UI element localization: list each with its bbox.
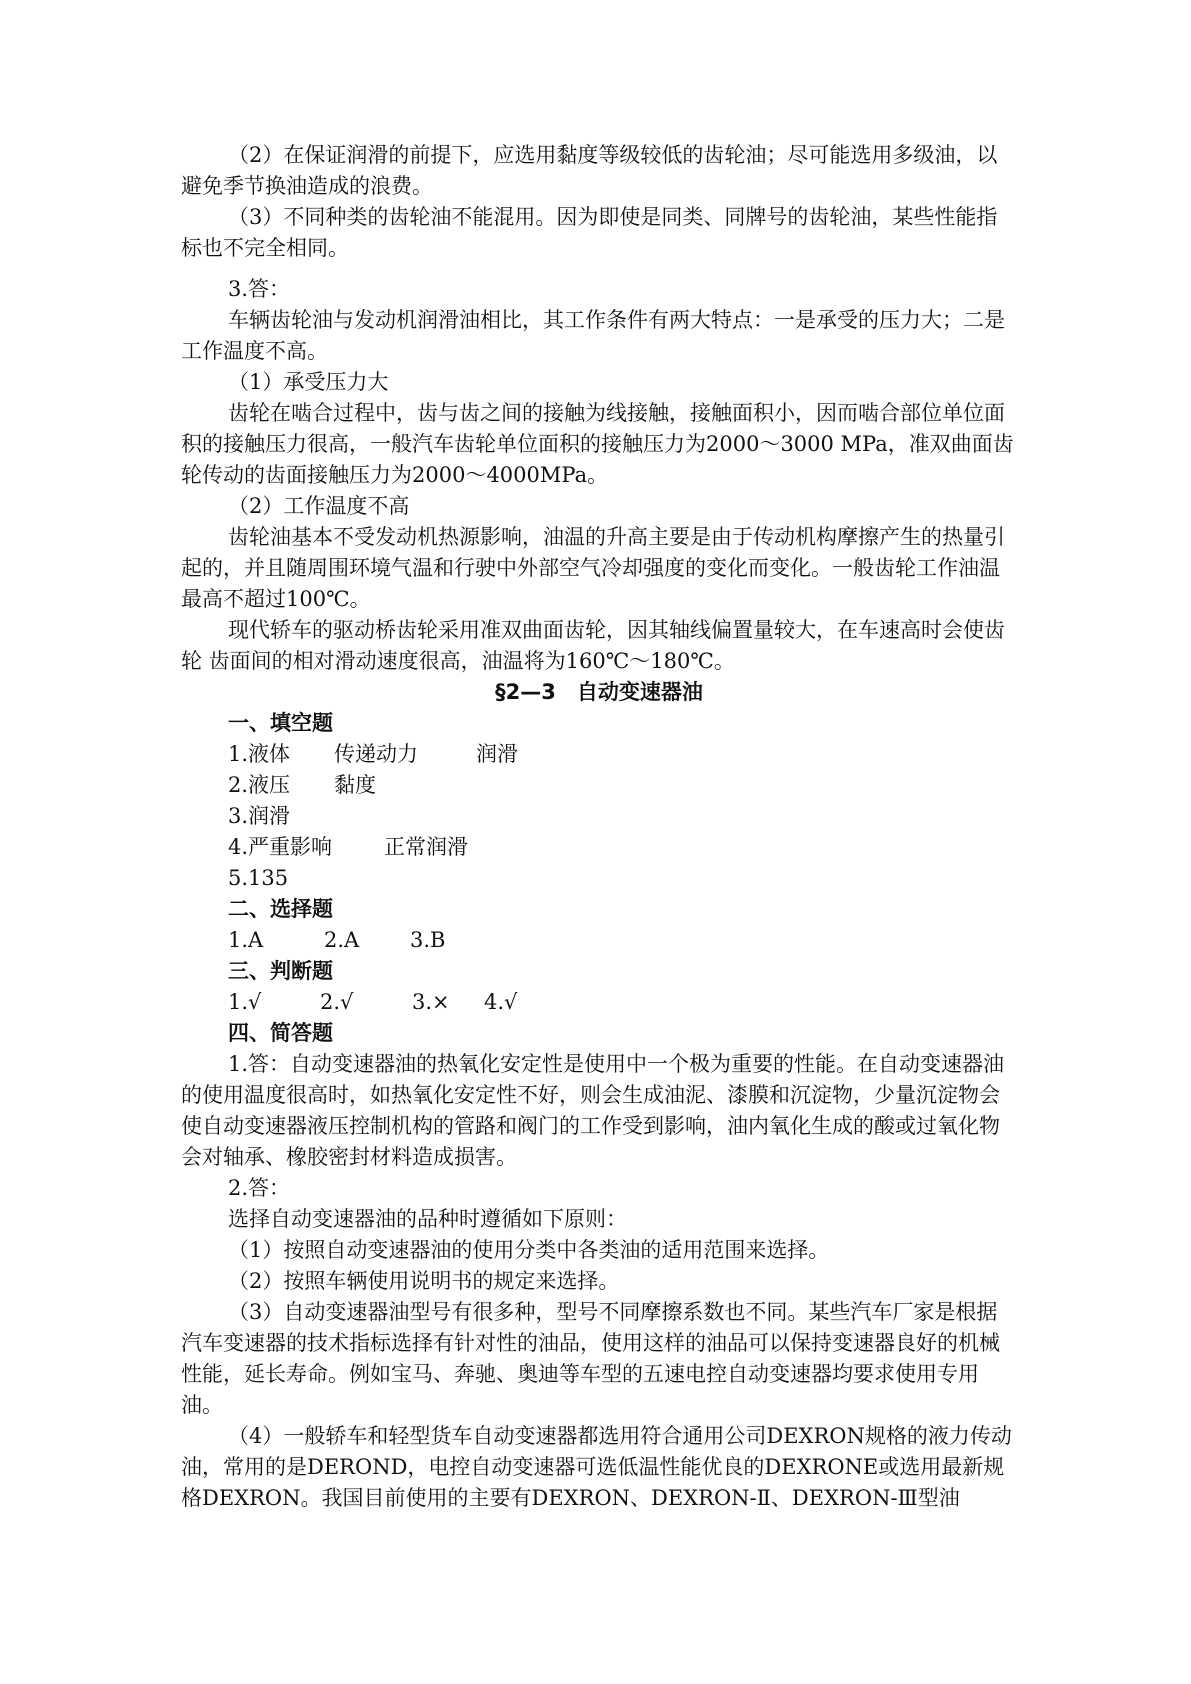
short-answer-1: 1.答：自动变速器油的热氧化安定性是使用中一个极为重要的性能。在自动变速器油的使用温度很高时，如热氧化安定性不好，则会生成油泥、漆膜和沉淀物，少量沉淀物会使自动变速器液压控制机构的管路和阀门的工作受到影响，油内氧化生成的酸或过氧化物会对轴承、橡胶密封材料造成损害。 <box>181 1052 1005 1169</box>
choice-heading: 二、选择题 <box>228 897 333 921</box>
judge-item: 2.√ <box>320 990 354 1014</box>
short-answer-2-intro: 选择自动变速器油的品种时遵循如下原则： <box>228 1207 627 1231</box>
answer-3-sub2-body: 齿轮油基本不受发动机热源影响，油温的升高主要是由于传动机构摩擦产生的热量引起的，并且随周围环境气温和行驶中外部空气冷却强度的变化而变化。一般齿轮工作油温最高不超过100℃。 <box>181 525 1005 611</box>
fill-heading: 一、填空题 <box>228 711 333 735</box>
short-answer-2-item-1: （1）按照自动变速器油的使用分类中各类油的适用范围来选择。 <box>228 1238 830 1262</box>
fill-item: 润滑 <box>476 742 518 766</box>
choice-item: 1.A <box>228 928 264 952</box>
fill-item: 正常润滑 <box>384 835 468 859</box>
paragraph-gear-oil-no-mixing: （3）不同种类的齿轮油不能混用。因为即使是同类、同牌号的齿轮油，某些性能指标也不完全相同。 <box>181 205 998 260</box>
answer-3-sub2-title: （2）工作温度不高 <box>228 494 410 518</box>
judge-item: 3.× <box>412 990 450 1014</box>
answer-3-sub2-body2: 现代轿车的驱动桥齿轮采用准双曲面齿轮，因其轴线偏置量较大，在车速高时会使齿轮 齿面间的相对滑动速度很高，油温将为160℃～180℃。 <box>181 618 1005 673</box>
choice-item: 2.A <box>324 928 360 952</box>
fill-item: 5.135 <box>228 866 289 890</box>
short-answer-2-item-4: （4）一般轿车和轻型货车自动变速器都选用符合通用公司DEXRON规格的液力传动油，常用的是DEROND，电控自动变速器可选低温性能优良的DEXRONE或选用最新规格DEXRON。我国目前使用的主要有DEXRON、DEXRON-Ⅱ、DEXRON-Ⅲ型油 <box>181 1424 1012 1510</box>
answer-3-label: 3.答： <box>228 277 291 301</box>
fill-item: 黏度 <box>334 773 376 797</box>
short-answer-2-item-3: （3）自动变速器油型号有很多种，型号不同摩擦系数也不同。某些汽车厂家是根据汽车变速器的技术指标选择有针对性的油品，使用这样的油品可以保持变速器良好的机械性能，延长寿命。例如宝马、奔驰、奥迪等车型的五速电控自动变速器均要求使用专用油。 <box>181 1300 1000 1417</box>
fill-item: 4.严重影响 <box>228 835 333 859</box>
fill-item: 传递动力 <box>334 742 418 766</box>
answer-3-intro: 车辆齿轮油与发动机润滑油相比，其工作条件有两大特点：一是承受的压力大；二是工作温度不高。 <box>181 308 1005 363</box>
choice-row <box>181 925 1017 956</box>
judge-item: 1.√ <box>228 990 262 1014</box>
fill-row <box>181 832 1017 863</box>
answer-3-sub1-body: 齿轮在啮合过程中，齿与齿之间的接触为线接触，接触面积小，因而啮合部位单位面积的接触压力很高，一般汽车齿轮单位面积的接触压力为2000～3000 MPa，准双曲面齿轮传动的齿面接触压力为2000～4000MPa。 <box>181 401 1014 487</box>
short-answer-2-item-2: （2）按照车辆使用说明书的规定来选择。 <box>228 1269 620 1293</box>
judge-item: 4.√ <box>484 990 518 1014</box>
answer-3-sub1-title: （1）承受压力大 <box>228 370 389 394</box>
short-answer-2-label: 2.答： <box>228 1176 291 1200</box>
fill-row <box>181 770 1017 801</box>
document-page <box>181 140 1017 1514</box>
judge-row <box>181 987 1017 1018</box>
fill-item: 1.液体 <box>228 742 291 766</box>
fill-row <box>181 863 1017 894</box>
judge-heading: 三、判断题 <box>228 959 333 983</box>
fill-row <box>181 739 1017 770</box>
fill-row <box>181 801 1017 832</box>
section-title: §2—3 自动变速器油 <box>495 680 703 704</box>
fill-item: 2.液压 <box>228 773 291 797</box>
short-answer-heading: 四、简答题 <box>228 1021 333 1045</box>
choice-item: 3.B <box>410 928 446 952</box>
paragraph-gear-oil-viscosity: （2）在保证润滑的前提下，应选用黏度等级较低的齿轮油；尽可能选用多级油，以避免季节换油造成的浪费。 <box>181 143 998 198</box>
fill-item: 3.润滑 <box>228 804 291 828</box>
